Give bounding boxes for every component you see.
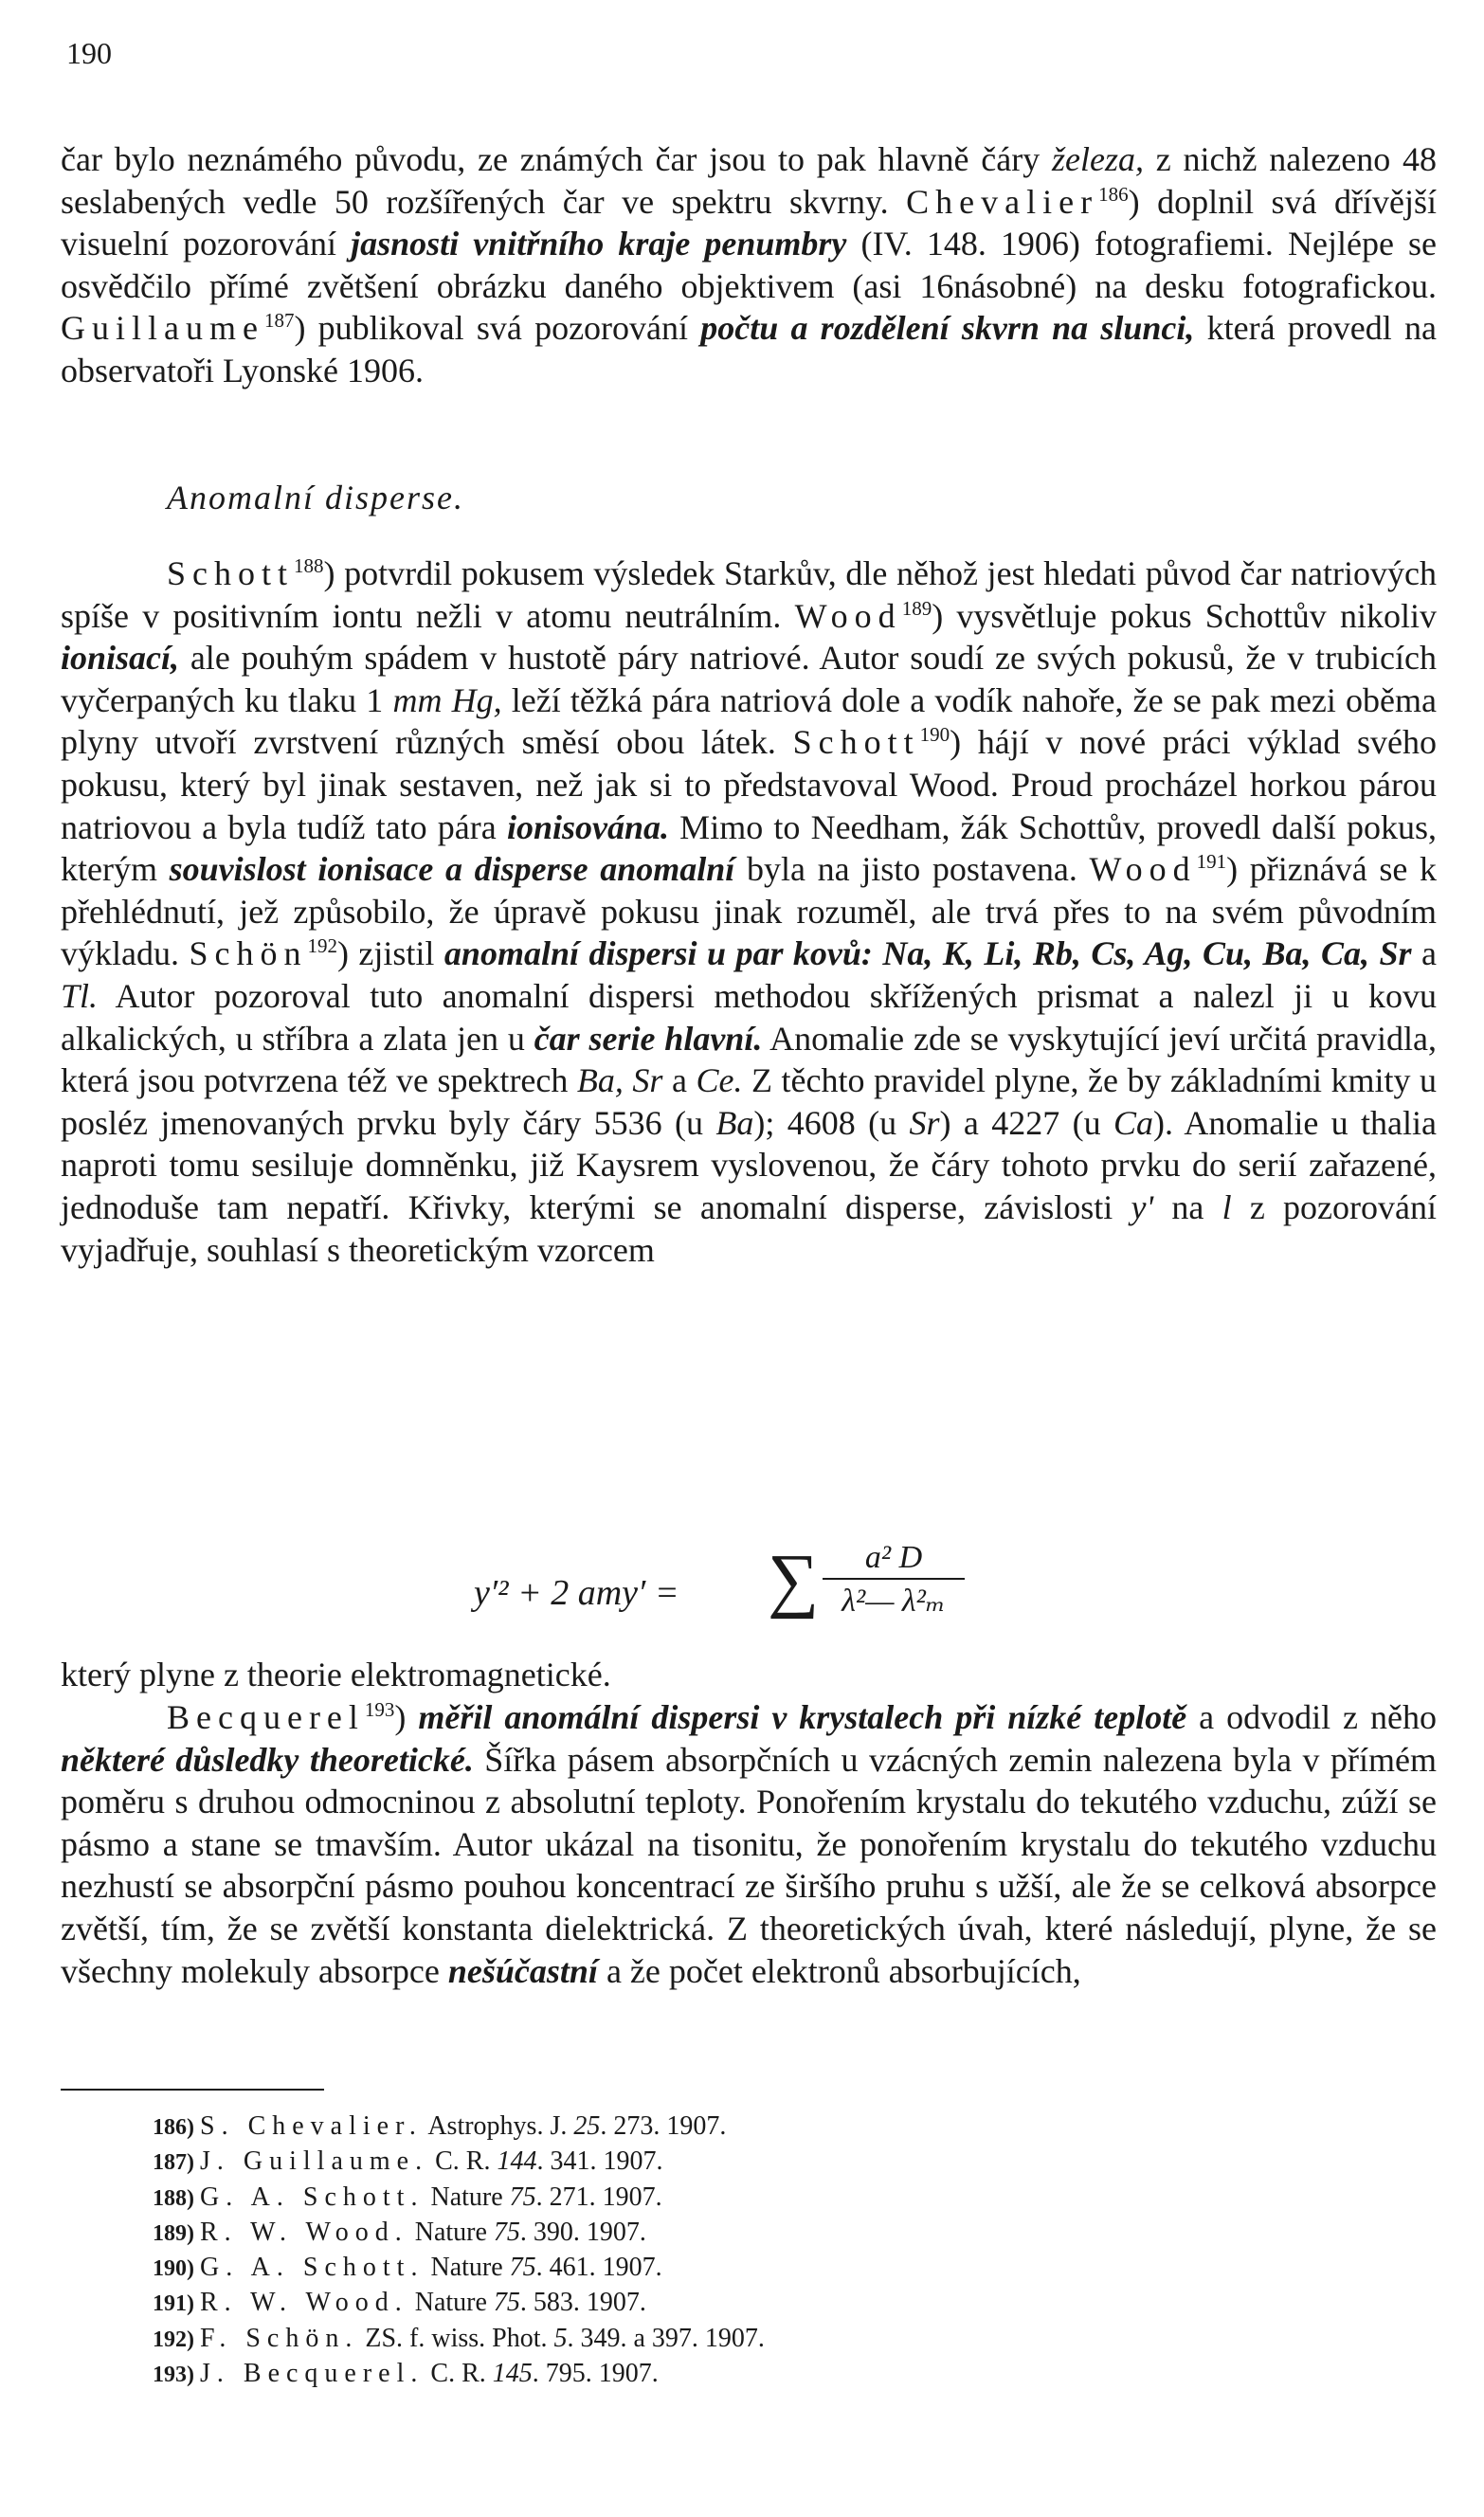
footnote-journal: C. R. bbox=[428, 2146, 498, 2177]
text: a odvodil z něho bbox=[1186, 1698, 1437, 1736]
italic-text: Ca bbox=[1113, 1103, 1153, 1142]
text: leží těžká pára natriová dole a vodík nahoře, že se pak mezi oběma plyny utvoří zvrstvení různých směsí obou látek. bbox=[61, 680, 1438, 762]
footnote bbox=[137, 2110, 1275, 2145]
footnote-volume: 75 bbox=[509, 2182, 536, 2212]
italic-text: ionisací, bbox=[61, 639, 180, 678]
text: a bbox=[662, 1061, 697, 1100]
text: ) přiznává se k přehlédnutí, jež způsobilo, že úpravě pokusu jinak rozuměl, ale trvá přes to na svém původním výkladu. bbox=[61, 850, 1437, 973]
footnote-rest: . 583. 1907. bbox=[519, 2288, 646, 2318]
text: ) a 4227 (u bbox=[939, 1103, 1113, 1142]
text: Anomalie zde se vyskytující jeví určitá pravidla, která jsou potvrzena též ve spektrech bbox=[61, 1019, 1437, 1100]
italic-text: Ba bbox=[715, 1103, 754, 1142]
text: ) vysvětluje pokus Schottův nikoliv bbox=[932, 596, 1437, 635]
text: ) potvrdil pokusem výsledek Starkův, dle něhož jest hledati původ čar natriových spíše v positivním iontu nežli v atomu neutrálním. bbox=[61, 554, 1437, 635]
formula-lhs: y′² + 2 amy′ = bbox=[474, 1573, 679, 1613]
footnote-volume: 75 bbox=[493, 2288, 520, 2318]
text: na bbox=[1153, 1187, 1222, 1226]
text: Mimo to Needham, žák Schottův, provedl další pokus, kterým bbox=[61, 807, 1438, 889]
footnote-rest: . 349. a 397. 1907. bbox=[567, 2323, 765, 2353]
footnote bbox=[137, 2322, 1275, 2357]
footnote-rest: . 461. 1907. bbox=[535, 2253, 662, 2283]
text: a bbox=[1411, 934, 1437, 973]
author-name: Schön bbox=[189, 934, 308, 973]
footnote-number: 191) bbox=[153, 2291, 194, 2317]
italic-text: počtu a rozdělení skvrn na slunci, bbox=[700, 309, 1195, 348]
footnote-journal: Astrophys. J. bbox=[422, 2111, 574, 2141]
footnote-author: G. A. Schott. bbox=[200, 2253, 425, 2283]
author-name: Schott bbox=[167, 554, 295, 592]
footnote-ref: 192 bbox=[307, 934, 337, 958]
footnote-author: R. W. Wood. bbox=[200, 2288, 408, 2318]
footnote-ref: 189 bbox=[901, 596, 932, 620]
footnote-ref: 187 bbox=[263, 309, 295, 333]
footnote-volume: 5 bbox=[553, 2323, 568, 2353]
author-name: Wood bbox=[1089, 850, 1197, 889]
footnote-author: G. A. Schott. bbox=[200, 2182, 425, 2212]
italic-text: čar serie hlavní. bbox=[534, 1019, 763, 1058]
footnote-number: 188) bbox=[153, 2185, 194, 2211]
italic-text: železa, bbox=[1052, 140, 1144, 178]
author-name: Guillaume bbox=[61, 309, 264, 348]
italic-text: Sr bbox=[909, 1103, 940, 1142]
text: ) hájí v nové práci výklad svého pokusu, který byl jinak sestaven, než jak si to představoval Wood. Proud procházel horkou párou natriovou a byla tudíž tato pára bbox=[61, 723, 1437, 846]
footnote-journal: Nature bbox=[407, 2288, 494, 2318]
text: ale pouhým spádem v hustotě páry natriové. Autor soudí ze svých pokusů, že v trubicích vyčerpaných ku tlaku 1 bbox=[61, 639, 1437, 719]
footnote-author: J. Becquerel. bbox=[200, 2359, 425, 2389]
footnote-rest: . 271. 1907. bbox=[535, 2182, 662, 2212]
formula-denominator: λ²— λ²ₘ bbox=[842, 1584, 946, 1619]
author-name: Wood bbox=[794, 596, 902, 635]
footnote-volume: 75 bbox=[493, 2217, 520, 2247]
footnote-ref: 190 bbox=[919, 723, 950, 747]
text: čar bylo neznámého původu, ze známých čar jsou to pak hlavně čáry bbox=[61, 140, 1053, 178]
author-name: Schott bbox=[792, 723, 920, 762]
paragraph-2 bbox=[61, 552, 1437, 1271]
footnote-journal: Nature bbox=[424, 2182, 510, 2212]
italic-text: některé důsledky theoretické. bbox=[61, 1740, 474, 1779]
footnote-ref: 186 bbox=[1098, 182, 1129, 206]
italic-text: Tl. bbox=[61, 976, 99, 1015]
italic-text: anomalní dispersi u par kovů: Na, K, Li, Rb, Cs, Ag, Cu, Ba, Ca, Sr bbox=[443, 934, 1412, 973]
text: Šířka pásem absorpčních u vzácných zemin nalezena byla v přímém poměru s druhou odmocninou z absolutní teploty. Ponořením krystalu do tekutého vzduchu, zúží se pásmo a stane se tmavším. Autor ukázal na tisonitu, že ponořením krystalu do tekutého vzduchu nezhustí se absorpční pásmo pouhou koncentrací ze širšího pruhu s užší, ale že se celková absorpce zvětší, tím, že se zvětší konstanta dielektrická. Z theoretických úvah, které následují, plyne, že se všechny molekuly absorpce bbox=[61, 1740, 1437, 1990]
footnote bbox=[137, 2357, 1275, 2392]
footnote-ref: 193 bbox=[364, 1698, 395, 1721]
italic-text: měřil anomální dispersi v krystalech při nízké teplotě bbox=[418, 1698, 1187, 1736]
formula bbox=[474, 1540, 1004, 1654]
author-name: Chevalier bbox=[906, 182, 1099, 221]
footnote-rule bbox=[61, 2089, 324, 2091]
footnote-rest: . 390. 1907. bbox=[519, 2217, 646, 2247]
text: Autor pozoroval tuto anomalní dispersi methodou skřížených prismat a nalezl ji u kovu alkalických, u stříbra a zlata jen u bbox=[61, 976, 1437, 1058]
text: ) publikoval svá pozorování bbox=[294, 309, 701, 348]
footnote-volume: 144 bbox=[497, 2146, 537, 2177]
footnote-journal: Nature bbox=[424, 2253, 510, 2283]
footnote-ref: 188 bbox=[294, 554, 324, 577]
text: ) bbox=[394, 1698, 419, 1736]
footnote-author: R. W. Wood. bbox=[200, 2217, 408, 2247]
italic-text: mm Hg, bbox=[392, 680, 502, 719]
paragraph-3 bbox=[61, 1696, 1437, 1992]
text: ) zjistil bbox=[336, 934, 444, 973]
italic-text: l bbox=[1222, 1187, 1232, 1226]
text: Z těchto pravidel plyne, že by základními kmity u posléz jmenovaných prvku byly čáry 5536 (u bbox=[61, 1061, 1437, 1142]
formula-numerator: a² D bbox=[823, 1540, 965, 1580]
italic-text: Ba, Sr bbox=[576, 1061, 663, 1100]
text: a že počet elektronů absorbujících, bbox=[597, 1951, 1081, 1990]
author-name: Becquerel bbox=[167, 1698, 365, 1736]
footnote-number: 190) bbox=[153, 2256, 194, 2282]
footnote-rest: . 273. 1907. bbox=[600, 2111, 727, 2141]
footnote bbox=[137, 2286, 1275, 2321]
text: (IV. 148. 1906) fotografiemi. Nejlépe se osvědčilo přímé zvětšení obrázku daného objektivem (asi 16násobné) na desku fotografickou. bbox=[61, 225, 1437, 305]
text: ) doplnil svá dřívější visuelní pozorování bbox=[61, 182, 1437, 263]
text: ); 4608 (u bbox=[753, 1103, 910, 1142]
italic-text: souvislost ionisace a disperse anomalní bbox=[169, 850, 735, 889]
footnote-rest: . 795. 1907. bbox=[532, 2359, 659, 2389]
footnote-volume: 25 bbox=[573, 2111, 601, 2141]
footnote-ref: 191 bbox=[1196, 850, 1227, 874]
footnote-volume: 75 bbox=[509, 2253, 536, 2283]
footnote bbox=[137, 2251, 1275, 2286]
footnote bbox=[137, 2181, 1275, 2216]
footnote-journal: Nature bbox=[407, 2217, 494, 2247]
footnote-journal: C. R. bbox=[424, 2359, 493, 2389]
footnote-number: 193) bbox=[153, 2363, 194, 2388]
text: byla na jisto postavena. bbox=[734, 850, 1090, 889]
text: ). Anomalie u thalia naproti tomu sesiluje domněnku, již Kaysrem vyslovenou, že čáry tohoto prvku do serií zařazené, jednoduše tam nepatří. Křivky, kterými se anomalní disperse, závislosti bbox=[61, 1103, 1437, 1226]
paragraph-1 bbox=[61, 138, 1437, 392]
footnote-author: F. Schön. bbox=[200, 2323, 359, 2353]
page-number: 190 bbox=[66, 36, 112, 70]
footnote-journal: ZS. f. wiss. Phot. bbox=[358, 2323, 554, 2353]
footnote-volume: 145 bbox=[492, 2359, 533, 2389]
text: která provedl na observatoři Lyonské 1906. bbox=[61, 309, 1437, 389]
text: z pozorování vyjadřuje, souhlasí s theoretickým vzorcem bbox=[61, 1187, 1437, 1269]
footnote-number: 189) bbox=[153, 2220, 194, 2246]
footnote-author: S. Chevalier. bbox=[200, 2111, 423, 2141]
italic-text: y' bbox=[1131, 1187, 1154, 1226]
section-heading: Anomalní disperse. bbox=[167, 479, 464, 516]
after-formula-line: který plyne z theorie elektromagnetické. bbox=[61, 1656, 611, 1693]
footnote-number: 187) bbox=[153, 2150, 194, 2176]
footnote-rest: . 341. 1907. bbox=[536, 2146, 663, 2177]
footnote bbox=[137, 2216, 1275, 2251]
footnote-author: J. Guillaume. bbox=[200, 2146, 429, 2177]
footnote-number: 186) bbox=[153, 2115, 194, 2140]
italic-text: nešúčastní bbox=[447, 1951, 598, 1990]
italic-text: Ce. bbox=[696, 1061, 743, 1100]
italic-text: ionisována. bbox=[506, 807, 669, 846]
footnote bbox=[137, 2145, 1275, 2180]
footnotes bbox=[137, 2110, 1275, 2392]
text: z nichž nalezeno 48 seslabených vedle 50 rozšířených čar ve spektru skvrny. bbox=[61, 140, 1437, 221]
footnote-number: 192) bbox=[153, 2327, 194, 2352]
sigma-symbol: ∑ bbox=[768, 1540, 820, 1620]
italic-text: jasnosti vnitřního kraje penumbry bbox=[351, 225, 847, 263]
formula-fraction bbox=[823, 1540, 965, 1620]
